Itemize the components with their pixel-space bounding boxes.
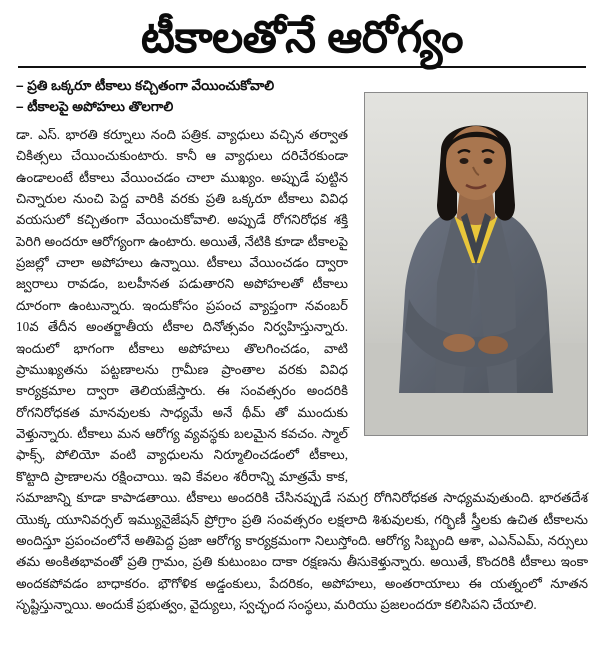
headline-divider	[18, 66, 586, 68]
page-title: టీకాలతోనే ఆరోగ్యం	[140, 13, 464, 62]
article-bullet-2: – టీకాలపై అపోహలు తొలగాలి	[16, 98, 174, 114]
article-bullets	[16, 76, 346, 118]
portrait-photo-graphic	[365, 93, 587, 435]
article-photo	[364, 92, 588, 436]
article-bullet-1: – ప్రతి ఒక్కరూ టీకాలు కచ్చితంగా వేయించుకోవాలి	[16, 78, 275, 93]
article-body-paragraph: డా. ఎస్. భారతి కర్నూలు నంది పత్రిక. వ్యాధులు వచ్చిన తర్వాత చికిత్సలు చేయించుకుంటారు. కానీ ఆ వ్యాధులు దరిచేరకుండా ఉండాలంటే టీకాలు వేయించడం చాలా ముఖ్యం. అప్పుడే పుట్టిన చిన్నారుల నుంచి పెద్ద వారికి వరకు ప్రతి ఒక్కరూ టీకాలు వివిధ వయసులో కచ్చితంగా వేయించుకోవాలి. అప్పుడే రోగనిరోధక శక్తి పెరిగి అందరూ ఆరోగ్యంగా ఉంటారు. అయితే, నేటికి కూడా టీకాలపై ప్రజల్లో చాలా అపోహలు ఉన్నాయి. టీకాలు వేయించడం ద్వారా జ్వరాలు రావడం, బలహీనత పడుతారని అపోహలతో టీకాలు దూరంగా ఉంటున్నారు. ఇందుకోసం ప్రపంచ వ్యాప్తంగా నవంబర్ 10వ తేదీన అంతర్జాతీయ టీకాల దినోత్సవం నిర్వహిస్తున్నారు. ఇందులో భాగంగా టీకాలు అపోహలు తొలగించడం, వాటి ప్రాముఖ్యతను పట్టణాలను గ్రామీణ ప్రాంతాల వరకు వివిధ కార్యక్రమాల ద్వారా తెలియజేస్తారు. ఈ సంవత్సరం అందరికి రోగనిరోధకత మానవులకు సాధ్యమే అనే థీమ్ తో ముందుకు వెళ్తున్నారు. టీకాలు మన ఆరోగ్య వ్యవస్థకు బలమైన కవచం. స్మాల్ ఫాక్స్, పోలియో వంటి వ్యాధులను నిర్మూలించడంలో టీకాలు, కొట్టాది ప్రాణాలను రక్షించాయి. ఇవి కేవలం శరీరాన్ని మాత్రమే కాక, సమాజాన్ని కూడా కాపాడతాయి. టీకాలు అందరికి చేసినప్పుడే సమగ్ర రోగినిరోధకత సాధ్యమవుతుంది. భారతదేశ యొక్క యూనివర్సల్ ఇమ్యునైజేషన్ ప్రోగ్రాం ప్రతి సంవత్సరం లక్షలాది శిశువులకు, గర్భిణీ స్త్రీలకు ఉచిత టీకాలను అందిస్తూ ప్రపంచంలోనే అతిపెద్ద ప్రజా ఆరోగ్య కార్యక్రమంగా నిలుస్తోంది. ఆరోగ్య సిబ్బంది ఆశా, ఎఎన్ఎమ్, నర్సులు తమ అంకితభావంతో ప్రతి గ్రామం, ప్రతి కుటుంబం దాకా రక్షణను తీసుకెళ్తున్నారు. అయితే, కొందరికి టీకాలు ఇంకా అందకపోవడం బాధాకరం. భౌగోళిక అడ్డంకులు, పేదరికం, అపోహలు, అంతరాయాలు ఈ యత్నంలో నూతన సృష్టిస్తున్నాయి. అందుకే ప్రభుత్వం, వైద్యులు, స్వచ్ఛంద సంస్థలు, మరియు ప్రజలందరూ కలిసిపని చేయాలి.	[16, 126, 588, 613]
